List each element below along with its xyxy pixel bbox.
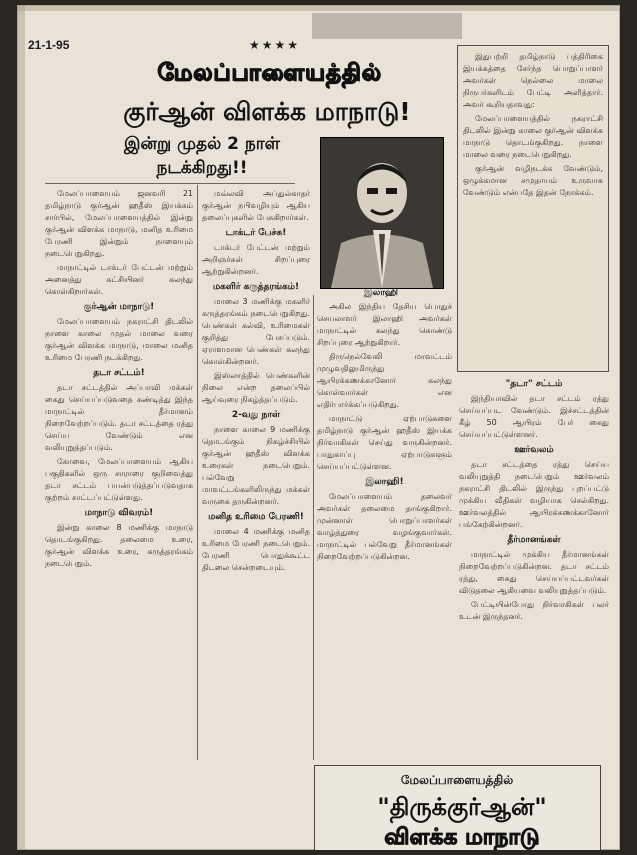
paragraph: திருநெல்வேலி மாவட்டம் முழுவதிலுமிருந்து ஆயிரக்கணக்கானோர் கலந்து கொள்வார்கள் என எதிர்பார்க்கப்படுகிறது. <box>317 352 452 409</box>
divider <box>45 183 295 184</box>
subheading: ஊர்வலம் <box>514 445 554 455</box>
subheading: "தடா" சட்டம் <box>505 379 563 389</box>
article-column-3 <box>317 301 452 761</box>
paragraph: மவ்லவி அப்துல்காதர் குர்ஆன் நபிவழியும் ஆகிய தலைப்புகளில் பேசுகிறார்கள். <box>202 189 310 222</box>
paragraph: மாலை 4 மணிக்கு மனித உரிமை பேரணி நடைபெறும். பேரணி பொதுக்கூட்ட திடலை சென்றடையும். <box>202 527 310 572</box>
paragraph: அகில இந்திய தேசிய பொதுச் செயலாளர் இலாஹி அவர்கள் மாநாட்டில் கலந்து கொண்டு சிறப்புரை ஆற்றுகிறார். <box>317 302 452 347</box>
column-divider <box>313 295 314 760</box>
paragraph: மாநாட்டில் முக்கிய தீர்மானங்கள் நிறைவேற்றப்படுகின்றன. தடா சட்டம் ரத்து, கைது செய்யப்பட்டவர்கள் விடுதலை ஆகியவை வலியுறுத்தப்படும். <box>459 550 609 595</box>
faded-stamp <box>312 13 462 39</box>
newspaper-clipping <box>17 5 620 850</box>
subheading: டாக்டர் பேச்சு! <box>225 228 287 238</box>
paragraph: பேட்டியின்போது நிர்வாகிகள் பலர் உடன் இருந்தனர். <box>459 600 609 621</box>
headline-subtitle <box>62 132 342 180</box>
subheading: மகளிர் கருத்தரங்கம்! <box>212 282 300 292</box>
paragraph: மாலை 3 மணிக்கு மகளிர் கருத்தரங்கம் நடைபெறுகிறது. பெண்கள் கல்வி, உரிமைகள் குறித்து பேசப்படும். ஏராளமான பெண்கள் கலந்து கொள்கின்றனர். <box>202 297 310 366</box>
advert-line-3: விளக்க மாநாடு <box>384 825 540 850</box>
right-article-column <box>459 375 609 765</box>
subheading: தீர்மானங்கள் <box>507 535 561 545</box>
paragraph: மேலப்பாளையம் தலைவர் அவர்கள் தலைமை தாங்குகிறார். முன்னாள் பொறுப்பாளர்கள் வாழ்த்துரை வழங்குவார்கள். மாநாட்டில் பல்வேறு தீர்மானங்கள் நிறைவேற்றப்படுகின்றன. <box>317 492 452 561</box>
advert-line-1: மேலப்பாளையத்தில் <box>400 773 514 787</box>
column-divider <box>197 185 198 760</box>
subheading: 2-வது நாள் <box>231 410 281 420</box>
paragraph: மாநாட்டில் டாக்டர் பேட்டன் மற்றும் அனைத்து கட்சியினர் கலந்து கொள்கிறார்கள். <box>45 263 193 296</box>
paragraph: மேலப்பாளையத்தில் நகராட்சி திடலில் இன்று காலை குர்ஆன் விளக்க மாநாடு தொடங்குகிறது. நாளை மாலை வரை நடைபெறுகிறது. <box>463 114 603 159</box>
subheading: மனித உரிமை பேரணி! <box>208 512 304 522</box>
headline-line-4: நடக்கிறது!! <box>156 158 248 178</box>
headline-line-1: மேலப்பாளையத்தில் <box>157 60 382 86</box>
portrait-figure <box>321 138 443 288</box>
subheading: குர்ஆன் மாநாடு! <box>83 302 155 312</box>
paper-edge <box>17 5 25 850</box>
issue-date: 21-1-95 <box>28 38 70 52</box>
edition-stars: ★★★★ <box>249 38 301 52</box>
headline-line-3: இன்று முதல் 2 நாள் <box>123 134 280 154</box>
photo-caption: இலாஹி <box>364 288 398 298</box>
paragraph: தடா சட்டத்தை ரத்து செய்ய வலியுறுத்தி நடைபெறும் ஊர்வலம் நகராட்சி திடலில் இருந்து புறப்பட்டு முக்கிய வீதிகள் வழியாக செல்கிறது. ஊர்வலத்தில் ஆயிரக்கணக்கானோர் பங்கேற்கின்றனர். <box>459 460 609 529</box>
paragraph: மேலப்பாளையம் ஜனவரி 21 தமிழ்நாடு குர்ஆன் ஹதீஸ் இயக்கம் சார்பில், மேலப்பாளையத்தில் இன்று குர்ஆன் விளக்க மாநாடு, மனித உரிமை பேரணி இன்றும் நாளையும் நடைபெறுகிறது. <box>45 189 193 258</box>
paragraph: குர்ஆன் வழிநடக்க வேண்டும், ஒழுக்கமான சமுதாயம் உருவாக வேண்டும் என்பதே இதன் நோக்கம். <box>463 164 603 197</box>
headline-line-2: குர்ஆன் விளக்க மாநாடு! <box>123 97 411 126</box>
paragraph: இன்று காலை 8 மணிக்கு மாநாடு தொடங்குகிறது. தலைமை உரை, குர்ஆன் விளக்க உரை, கருத்தரங்கம் நடைபெறும். <box>45 523 193 568</box>
paragraph: இதுபற்றி தமிழ்நாடு பத்திரிகை இயக்கத்தை சேர்ந்த பொறுப்பாளர் அவர்கள் நெல்லை மாலை நிருபர்களிடம் பேட்டி அளித்தார். அவர் கூறியதாவது: <box>463 52 603 109</box>
paper-edge <box>17 5 620 11</box>
article-column-2 <box>202 188 310 848</box>
paragraph: டாக்டர் பேட்டன் மற்றும் அறிஞர்கள் சிறப்புரை ஆற்றுகின்றனர். <box>202 243 310 276</box>
paragraph: மேலப்பாளையம் நகராட்சி திடலில் நாளை காலை முதல் மாலை வரை குர்ஆன் விளக்க மாநாடு, மாலை மனித உரிமை பேரணி நடக்கிறது. <box>45 317 193 362</box>
paragraph: கோவை, மேலப்பாளையம் ஆகிய பகுதிகளில் ஒரு சாராரை குறிவைத்து தடா சட்டம் பயன்படுத்தப்படுவதாக குற்றம் சாட்டப்பட்டுள்ளது. <box>45 457 193 502</box>
advert-line-2: "திருக்குர்ஆன்" <box>377 793 547 821</box>
subheading: மாநாடு விவரம்! <box>84 508 154 518</box>
subheading: இலாஹி! <box>365 477 404 487</box>
subheading: தடா சட்டம்! <box>93 368 145 378</box>
paragraph: இஸ்லாத்தில் பெண்களின் நிலை என்ற தலைப்பில் ஆய்வுரை நிகழ்த்தப்படும். <box>202 371 310 404</box>
paragraph: மாநாட்டு ஏற்பாடுகளை தமிழ்நாடு குர்ஆன் ஹதீஸ் இயக்க நிர்வாகிகள் செய்து வருகின்றனர். பாதுகாப்பு ஏற்பாடுகளும் செய்யப்பட்டுள்ளன. <box>317 414 452 471</box>
article-column-1 <box>45 188 193 760</box>
paragraph: நாளை காலை 9 மணிக்கு தொடங்கும் நிகழ்ச்சியில் குர்ஆன் ஹதீஸ் விளக்க உரைகள் நடைபெறும். பல்வேறு மாவட்டங்களிலிருந்து மக்கள் வருகை தருகின்றனர். <box>202 425 310 506</box>
portrait-photo <box>320 137 444 289</box>
paragraph: தடா சட்டத்தில் அப்பாவி மக்கள் கைது செய்யப்படுவதை கண்டித்து இந்த மாநாட்டில் தீர்மானம் நிறைவேற்றப்படும். தடா சட்டத்தை ரத்து செய்ய வேண்டும் என வலியுறுத்தப்படும். <box>45 383 193 452</box>
paragraph: இந்தியாவில் தடா சட்டம் ரத்து செய்யப்பட வேண்டும். இச்சட்டத்தின் கீழ் 50 ஆயிரம் பேர் கைது செய்யப்பட்டுள்ளனர். <box>459 394 609 439</box>
sidebar-article <box>463 51 603 366</box>
